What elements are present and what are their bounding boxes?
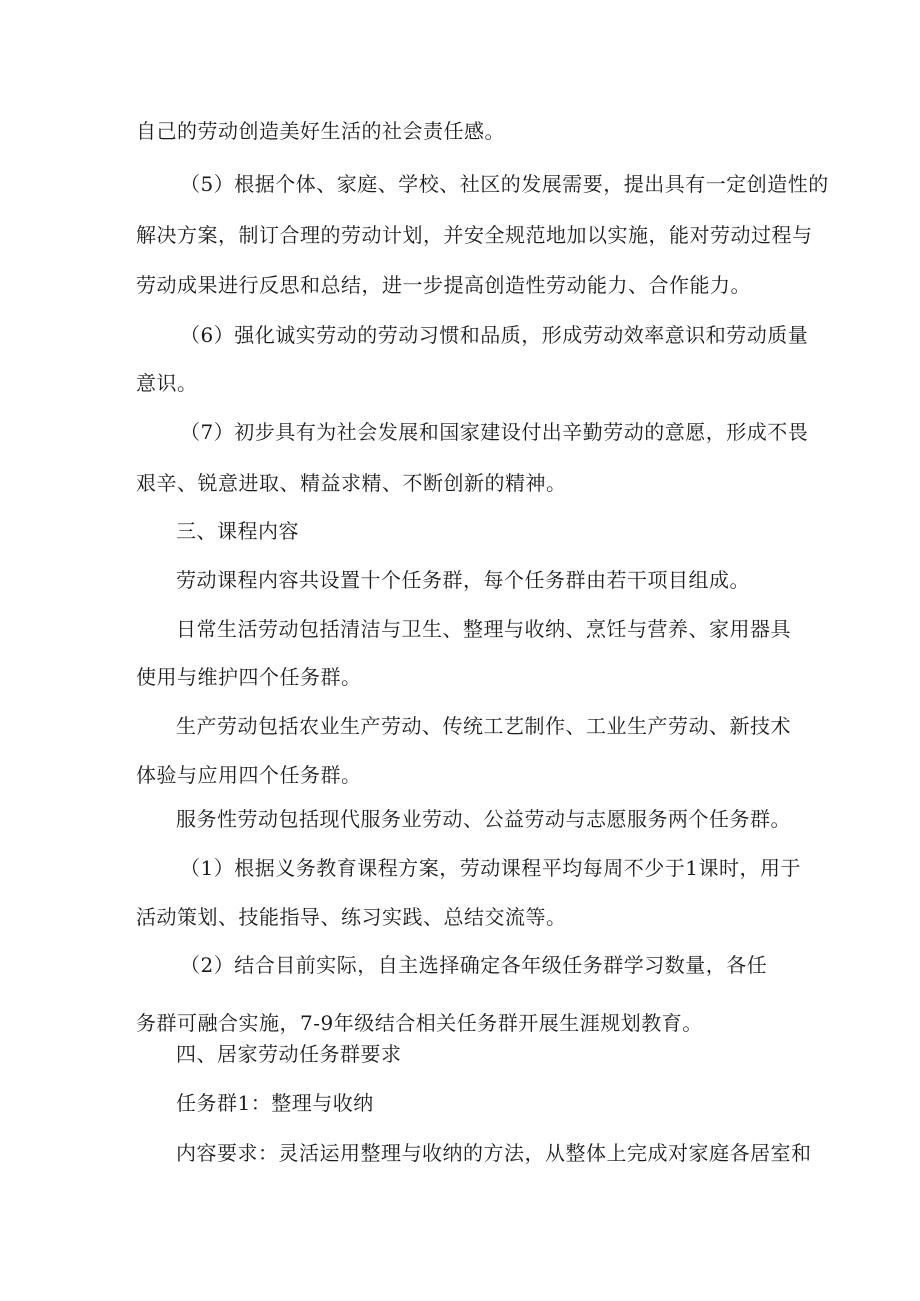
text-line: （2）结合目前实际，自主选择确定各年级任务群学习数量，各任: [180, 953, 768, 977]
text-line: 服务性劳动包括现代服务业劳动、公益劳动与志愿服务两个任务群。: [176, 807, 791, 831]
text-line: 劳动成果进行反思和总结，进一步提高创造性劳动能力、合作能力。: [136, 273, 751, 297]
text-line: （5）根据个体、家庭、学校、社区的发展需要，提出具有一定创造性的: [180, 172, 829, 196]
text-line: 内容要求：灵活运用整理与收纳的方法，从整体上完成对家庭各居室和: [176, 1141, 812, 1165]
task-group-title: 任务群1：整理与收纳: [176, 1091, 374, 1115]
text-line: 生产劳动包括农业生产劳动、传统工艺制作、工业生产劳动、新技术: [176, 714, 791, 738]
text-line: 日常生活劳动包括清洁与卫生、整理与收纳、烹饪与营养、家用器具: [176, 617, 791, 641]
section-heading: 四、居家劳动任务群要求: [176, 1042, 402, 1066]
text-line: 意识。: [136, 371, 198, 395]
text-line: （6）强化诚实劳动的劳动习惯和品质，形成劳动效率意识和劳动质量: [180, 323, 809, 347]
text-line: （7）初步具有为社会发展和国家建设付出辛勤劳动的意愿，形成不畏: [180, 420, 809, 444]
text-line: 解决方案，制订合理的劳动计划，并安全规范地加以实施，能对劳动过程与: [136, 223, 813, 247]
text-line: 使用与维护四个任务群。: [136, 665, 362, 689]
text-line: 自己的劳动创造美好生活的社会责任感。: [136, 119, 505, 143]
text-line: 务群可融合实施，7-9年级结合相关任务群开展生涯规划教育。: [136, 1011, 703, 1035]
text-line: 劳动课程内容共设置十个任务群，每个任务群由若干项目组成。: [176, 568, 750, 592]
text-line: 活动策划、技能指导、练习实践、总结交流等。: [136, 905, 567, 929]
text-line: （1）根据义务教育课程方案，劳动课程平均每周不少于1课时，用于: [180, 856, 801, 880]
text-line: 体验与应用四个任务群。: [136, 763, 362, 787]
section-heading: 三、课程内容: [176, 519, 299, 543]
text-line: 艰辛、锐意进取、精益求精、不断创新的精神。: [136, 471, 567, 495]
